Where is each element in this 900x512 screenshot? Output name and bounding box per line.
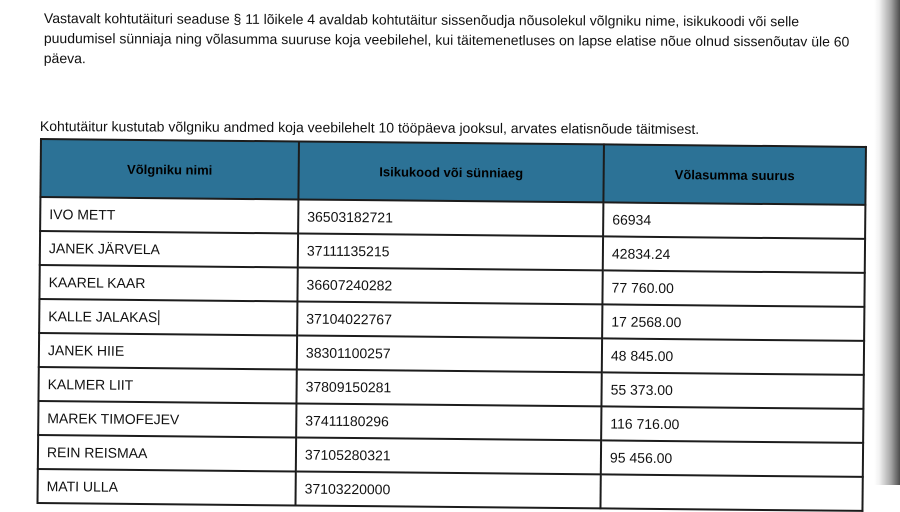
id-code-cell[interactable]: 36607240282 xyxy=(297,267,602,304)
header-debt-amount: Võlasumma suurus xyxy=(603,144,866,205)
table-header-row xyxy=(40,139,866,205)
debt-amount-cell[interactable] xyxy=(600,474,862,511)
id-code-cell[interactable]: 37809150281 xyxy=(296,369,601,406)
debtor-name-cell[interactable] xyxy=(39,299,297,335)
debt-amount-cell[interactable]: 55 373.00 xyxy=(601,372,863,409)
debt-amount-cell[interactable]: 42834.24 xyxy=(603,236,865,273)
debtor-name-cell[interactable]: KAAREL KAAR xyxy=(39,265,297,301)
debtor-name-cell[interactable]: MATI ULLA xyxy=(37,469,295,505)
id-code-cell[interactable]: 37103220000 xyxy=(295,471,600,508)
debtor-name-cell[interactable]: MAREK TIMOFEJEV xyxy=(38,401,296,437)
debtor-name-cell[interactable]: REIN REISMAA xyxy=(38,435,296,471)
table-row xyxy=(37,469,862,511)
debt-amount-cell[interactable]: 77 760.00 xyxy=(602,270,864,307)
id-code-cell[interactable]: 37104022767 xyxy=(297,301,602,338)
debtor-name-cell[interactable]: IVO METT xyxy=(40,197,298,233)
debtors-table-container xyxy=(36,138,866,512)
debt-amount-cell[interactable]: 17 2568.00 xyxy=(602,304,864,341)
debt-amount-cell[interactable]: 48 845.00 xyxy=(602,338,864,375)
debtor-name-text: KALLE JALAKAS xyxy=(48,307,158,325)
text-cursor xyxy=(158,311,159,326)
header-id-code: Isikukood või sünniaeg xyxy=(298,141,604,202)
id-code-cell[interactable]: 38301100257 xyxy=(297,335,602,372)
debt-amount-cell[interactable]: 95 456.00 xyxy=(601,440,863,477)
page-edge-shadow xyxy=(874,0,900,485)
debtor-name-cell[interactable]: JANEK HIIE xyxy=(39,333,297,369)
id-code-cell[interactable]: 37411180296 xyxy=(296,403,601,440)
debtor-name-cell[interactable]: JANEK JÄRVELA xyxy=(40,231,298,267)
intro-paragraph-2: Kohtutäitur kustutab võlgniku andmed koja veebilehelt 10 tööpäeva jooksul, arvates elatisnõude täitmisest. xyxy=(39,117,700,137)
debtor-name-cell[interactable]: KALMER LIIT xyxy=(38,367,296,403)
intro-paragraph-1: Vastavalt kohtutäituri seaduse § 11 lõikele 4 avaldab kohtutäitur sissenõudja nõusolekul võlgniku nime, isikukoodi või selle puudumisel sünniaja ning võlasumma suuruse koja veebilehel, kui täitemenetluses on lapse elatise nõue olnud sissenõutav üle 60 päeva. xyxy=(43,9,850,67)
debt-amount-cell[interactable]: 116 716.00 xyxy=(601,406,863,443)
id-code-cell[interactable]: 36503182721 xyxy=(298,199,603,236)
debtors-table xyxy=(36,138,866,512)
id-code-cell[interactable]: 37105280321 xyxy=(296,437,601,474)
header-debtor-name: Võlgniku nimi xyxy=(40,139,299,199)
id-code-cell[interactable]: 37111135215 xyxy=(298,233,603,270)
debt-amount-cell[interactable]: 66934 xyxy=(603,202,865,239)
